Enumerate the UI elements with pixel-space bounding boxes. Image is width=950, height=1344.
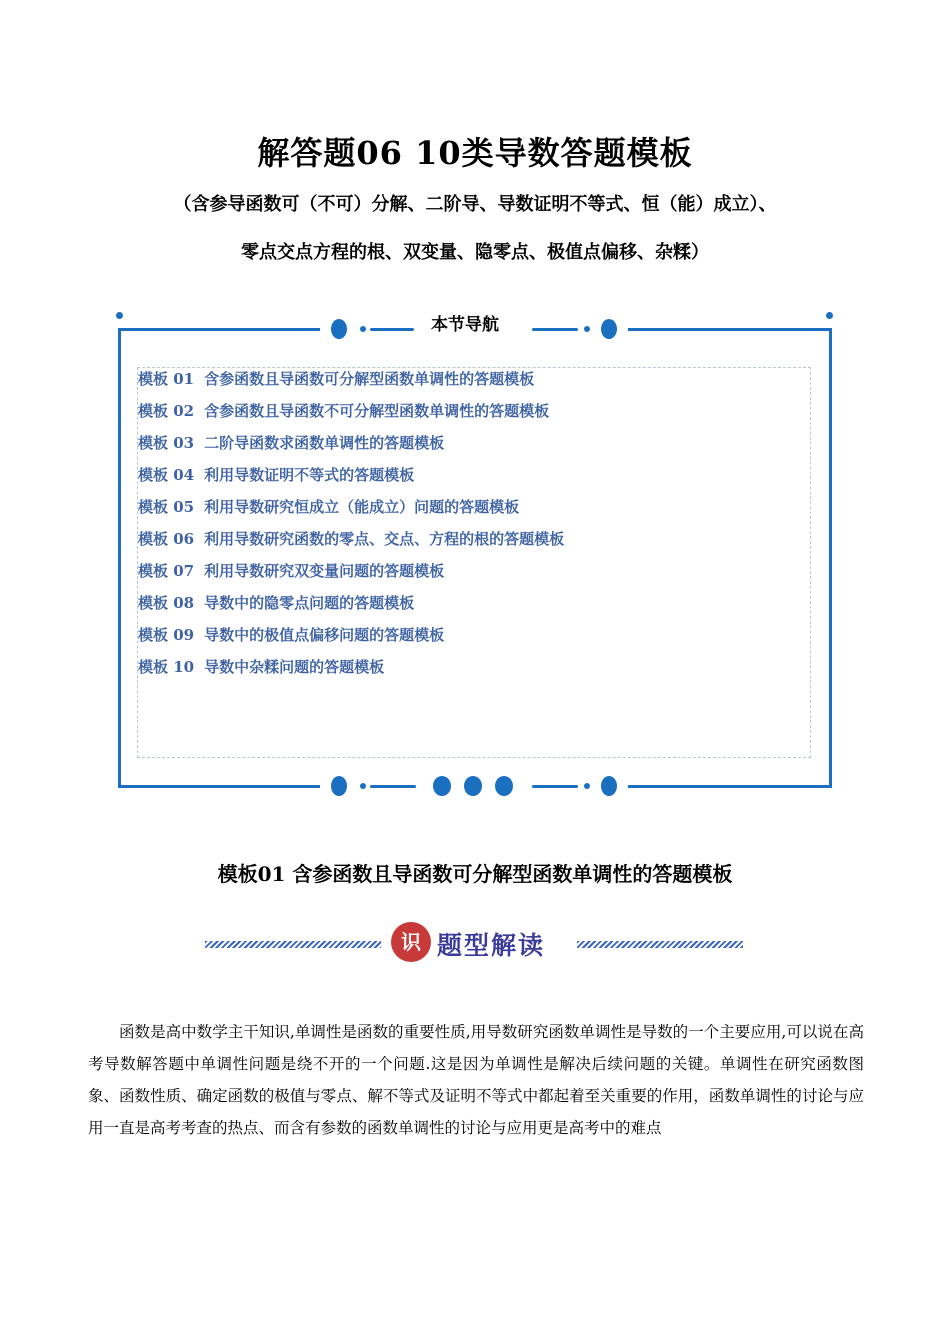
frame-bottom-dot — [360, 783, 366, 789]
nav-list — [138, 368, 564, 688]
frame-bottom-dot — [601, 776, 617, 796]
frame-bottom-dot — [331, 776, 347, 796]
frame-corner-dot — [116, 312, 123, 319]
nav-item[interactable]: 模板 05 利用导数研究恒成立（能成立）问题的答题模板 — [138, 498, 520, 516]
nav-item[interactable]: 模板 10 导数中杂糅问题的答题模板 — [138, 658, 385, 676]
frame-bottom-right-line — [628, 785, 832, 788]
section-badge-banner — [205, 922, 745, 966]
hatch-decoration-left — [205, 941, 381, 948]
section-title: 模板01 含参函数且导函数可分解型函数单调性的答题模板 — [217, 862, 733, 886]
frame-bottom-dot — [464, 776, 482, 796]
intro-paragraph: 函数是高中数学主干知识,单调性是函数的重要性质,用导数研究函数单调性是导数的一个主要应用,可以说在高考导数解答题中单调性问题是绕不开的一个问题.这是因为单调性是解决后续问题的关键。单调性在研究函数图象、函数性质、确定函数的极值与零点、解不等式及证明不等式中都起着至关重要的作用，函数单调性的讨论与应用一直是高考考查的热点、而含有参数的函数单调性的讨论与应用更是高考中的难点 — [88, 1022, 864, 1137]
nav-item[interactable]: 模板 07 利用导数研究双变量问题的答题模板 — [138, 562, 445, 580]
frame-top-dot — [601, 319, 617, 339]
frame-left-line — [118, 328, 121, 787]
hatch-decoration-right — [577, 941, 743, 948]
nav-item[interactable]: 模板 08 导数中的隐零点问题的答题模板 — [138, 594, 415, 612]
nav-item[interactable]: 模板 01 含参函数且导函数可分解型函数单调性的答题模板 — [138, 370, 535, 388]
page-subtitle-line2: 零点交点方程的根、双变量、隐零点、极值点偏移、杂糅） — [241, 242, 709, 263]
frame-bottom-dot — [433, 776, 451, 796]
frame-top-mini-line — [532, 328, 578, 331]
frame-top-dot — [584, 326, 590, 332]
frame-top-dot — [360, 326, 366, 332]
frame-corner-dot — [826, 312, 833, 319]
nav-frame — [0, 300, 950, 800]
nav-heading: 本节导航 — [431, 315, 499, 335]
nav-item[interactable]: 模板 09 导数中的极值点偏移问题的答题模板 — [138, 626, 445, 644]
frame-bottom-left-line — [118, 785, 320, 788]
frame-bottom-mini-line — [370, 785, 416, 788]
frame-bottom-dot — [584, 783, 590, 789]
page-subtitle-line1: （含参导函数可（不可）分解、二阶导、导数证明不等式、恒（能）成立）、 — [173, 194, 777, 215]
frame-top-left-line — [119, 328, 320, 331]
nav-item[interactable]: 模板 03 二阶导函数求函数单调性的答题模板 — [138, 434, 445, 452]
badge-label: 题型解读 — [437, 931, 546, 960]
nav-item[interactable]: 模板 06 利用导数研究函数的零点、交点、方程的根的答题模板 — [138, 530, 565, 548]
nav-item[interactable]: 模板 02 含参函数且导函数不可分解型函数单调性的答题模板 — [138, 402, 550, 420]
frame-bottom-mini-line — [532, 785, 578, 788]
frame-top-mini-line — [370, 328, 414, 331]
frame-right-line — [829, 328, 832, 787]
page-title: 解答题06 10类导数答题模板 — [257, 134, 693, 172]
frame-top-dot — [331, 319, 347, 339]
badge-icon: 识 — [391, 922, 431, 962]
nav-item[interactable]: 模板 04 利用导数证明不等式的答题模板 — [138, 466, 415, 484]
frame-top-right-line — [628, 328, 831, 331]
frame-bottom-dot — [495, 776, 513, 796]
